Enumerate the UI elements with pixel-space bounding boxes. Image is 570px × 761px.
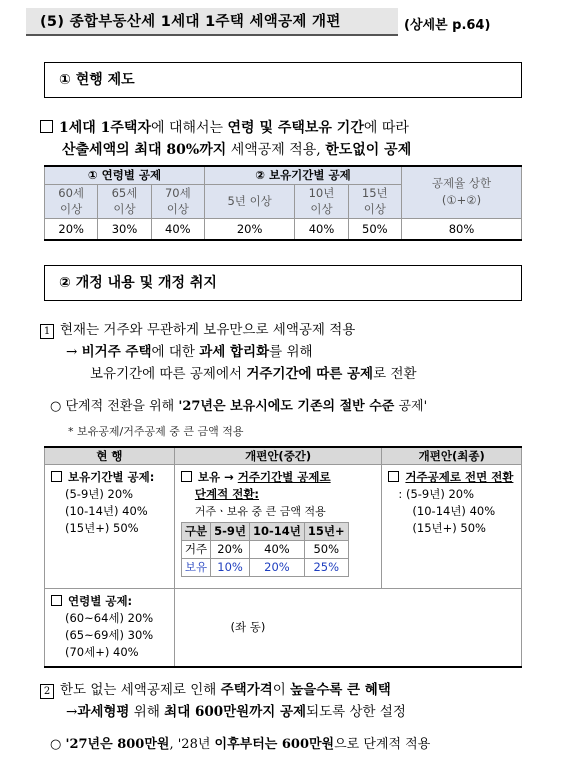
checkbox-square-icon xyxy=(51,595,62,606)
table-cell: 5-9년 xyxy=(211,523,250,541)
hold-col-15: 15년 이상 xyxy=(348,184,401,218)
page-title: (5) 종합부동산세 1세대 1주택 세액공제 개편 xyxy=(26,8,398,36)
circle-bullet-icon: ○ xyxy=(50,737,66,752)
table-cell: 구분 xyxy=(181,523,210,541)
hold-col-5: 5년 이상 xyxy=(204,184,294,218)
interim-cell: 보유 → 거주기간별 공제로 단계적 전환: 거주ㆍ보유 중 큰 금액 적용 구분 5-9년 10-14년 15년+ 거주 20% 40% 50% 보유 10% 20% 25% xyxy=(174,465,382,589)
table-cell: 10% xyxy=(211,559,250,577)
holding-deduction-header: ② 보유기간별 공제 xyxy=(204,166,401,184)
checkbox-square-icon xyxy=(40,120,53,133)
col-current: 현 행 xyxy=(45,447,175,465)
age-deduction-header: ① 연령별 공제 xyxy=(45,166,205,184)
checkbox-square-icon xyxy=(181,471,192,482)
col-final: 개편안(최종) xyxy=(382,447,522,465)
checkbox-square-icon xyxy=(51,471,62,482)
table-cell: 거주 xyxy=(181,541,210,559)
current-age-cell: 연령별 공제: (60~64세) 20% (65~69세) 30% (70세+) 40% xyxy=(45,589,175,667)
age-col-60: 60세 이상 xyxy=(45,184,98,218)
col-interim: 개편안(중간) xyxy=(174,447,382,465)
table-cell: 20% xyxy=(204,218,294,240)
table-cell: 40% xyxy=(295,218,348,240)
limit-header: 공제율 상한 (①+②) xyxy=(401,166,521,218)
same-as-left-cell: (좌 동) xyxy=(174,589,521,667)
table-cell: 25% xyxy=(304,559,348,577)
final-cell: 거주공제로 전면 전환 : (5-9년) 20% (10-14년) 40% (15년+) 50% xyxy=(382,465,522,589)
reform-bullet1: ○ 단계적 전환을 위해 '27년은 보유시에도 기존의 절반 수준 공제' xyxy=(50,399,428,414)
table-cell: 15년+ xyxy=(304,523,348,541)
current-holding-cell: 보유기간별 공제: (5-9년) 20% (10-14년) 40% (15년+) 50% xyxy=(45,465,175,589)
reform-p1-line3: 보유기간에 따른 공제에서 거주기간에 따른 공제로 전환 xyxy=(90,366,417,382)
table-cell: 40% xyxy=(249,541,304,559)
table-cell: 20% xyxy=(211,541,250,559)
reform-note: * 보유공제/거주공제 중 큰 금액 적용 xyxy=(68,425,244,438)
table-cell: 20% xyxy=(249,559,304,577)
table-cell: 40% xyxy=(151,218,204,240)
section-current-system: ① 현행 제도 xyxy=(44,62,522,98)
reform-comparison-table xyxy=(44,446,522,668)
age-col-65: 65세 이상 xyxy=(98,184,151,218)
table-cell: 30% xyxy=(98,218,151,240)
table-cell: 80% xyxy=(401,218,521,240)
age-col-70: 70세 이상 xyxy=(151,184,204,218)
table-cell: 20% xyxy=(45,218,98,240)
reform-p2-line2: →과세형평 위해 최대 600만원까지 공제되도록 상한 설정 xyxy=(66,704,406,720)
checkbox-square-icon xyxy=(388,471,399,482)
reform-p1-line1: 1 현재는 거주와 무관하게 보유만으로 세액공제 적용 xyxy=(40,320,355,341)
detail-reference: (상세본 p.64) xyxy=(404,18,491,33)
reform-p1-line2: → 비거주 주택에 대한 과세 합리화를 위해 xyxy=(66,344,313,360)
table-cell: 보유 xyxy=(181,559,210,577)
current-desc-line2: 산출세액의 최대 80%까지 세액공제 적용, 한도없이 공제 xyxy=(62,142,412,158)
current-deduction-table xyxy=(44,165,522,241)
number-box-1: 1 xyxy=(40,324,54,339)
interim-rate-table xyxy=(181,522,349,577)
number-box-2: 2 xyxy=(40,684,54,699)
circle-bullet-icon: ○ xyxy=(50,399,66,414)
table-cell: 50% xyxy=(304,541,348,559)
current-desc-line1: 1세대 1주택자에 대해서는 연령 및 주택보유 기간에 따라 xyxy=(40,118,409,139)
table-cell: 50% xyxy=(348,218,401,240)
table-cell: 10-14년 xyxy=(249,523,304,541)
reform-p2-line1: 2 한도 없는 세액공제로 인해 주택가격이 높을수록 큰 혜택 xyxy=(40,680,391,701)
reform-bullet2: ○ '27년은 800만원, '28년 이후부터는 600만원으로 단계적 적용 xyxy=(50,737,431,752)
hold-col-10: 10년 이상 xyxy=(295,184,348,218)
section-reform: ② 개정 내용 및 개정 취지 xyxy=(44,265,522,301)
